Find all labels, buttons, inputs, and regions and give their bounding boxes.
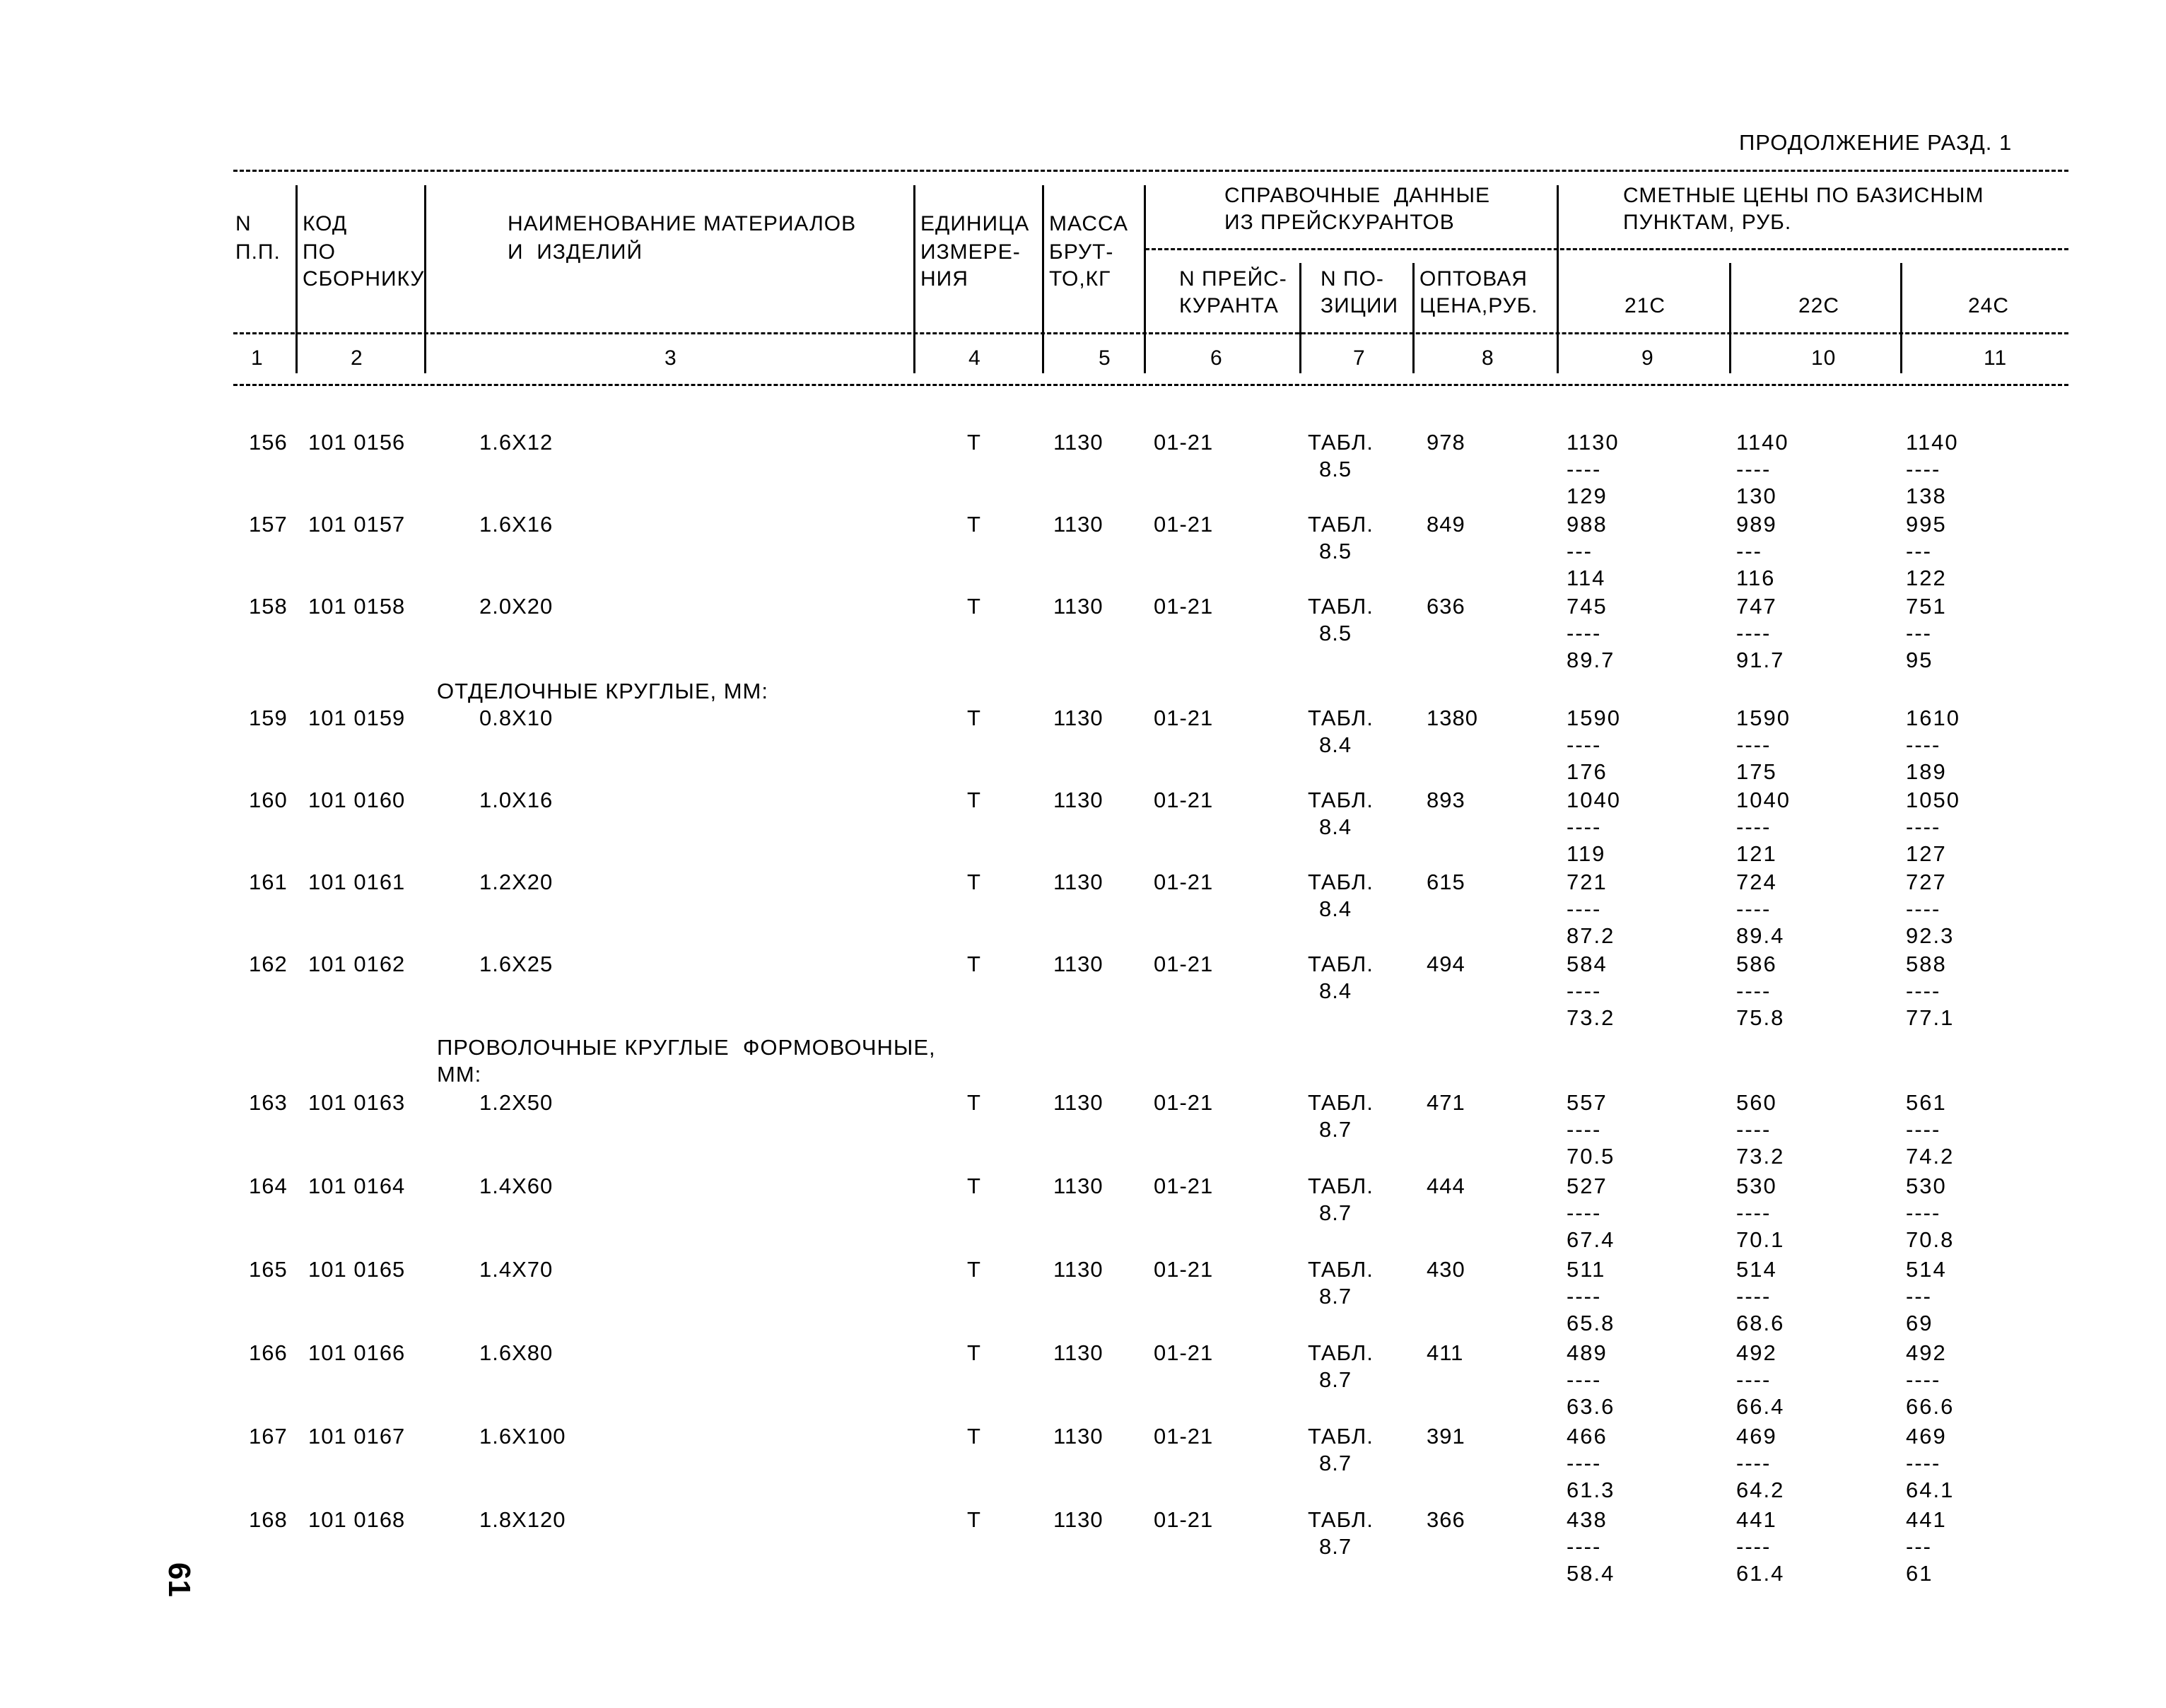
cell-price-c22: 989: [1736, 512, 1777, 537]
cell-unit: Т: [967, 594, 981, 619]
cell-code: 101 0156: [308, 430, 406, 455]
cell-transport-c24: 70.8: [1906, 1227, 1955, 1252]
numbers-bottom-rule: [233, 384, 2068, 386]
cell-price-c22: 747: [1736, 594, 1777, 619]
cell-price-c22: 492: [1736, 1340, 1777, 1365]
col-divider: [1412, 263, 1415, 373]
cell-price-c24: 1610: [1906, 706, 1960, 730]
cell-name: 1.6Х100: [479, 1424, 566, 1449]
header-price-group-line1: СМЕТНЫЕ ЦЕНЫ ПО БАЗИСНЫМ: [1623, 184, 1984, 207]
cell-name: 1.6Х25: [479, 952, 554, 976]
cell-mass: 1130: [1053, 952, 1104, 976]
header-c2-line3: СБОРНИКУ: [303, 267, 425, 291]
cell-price: 471: [1427, 1090, 1465, 1115]
cell-pos-line1: ТАБЛ.: [1308, 512, 1374, 537]
header-c4-line3: НИЯ: [920, 267, 968, 291]
cell-pos-line1: ТАБЛ.: [1308, 706, 1374, 730]
header-ref-group-line1: СПРАВОЧНЫЕ ДАННЫЕ: [1224, 184, 1491, 207]
section-heading: ММ:: [437, 1062, 482, 1087]
cell-pos-line2: 8.7: [1319, 1200, 1352, 1225]
header-c8-line2: ЦЕНА,РУБ.: [1419, 294, 1538, 317]
cell-transport-c24: 92.3: [1906, 923, 1955, 948]
colnum-10: 10: [1811, 346, 1837, 370]
cell-pos-line2: 8.7: [1319, 1534, 1352, 1559]
cell-n: 159: [249, 706, 288, 730]
fraction-bar: ----: [1567, 621, 1602, 645]
cell-price: 411: [1427, 1340, 1464, 1365]
fraction-bar: ----: [1567, 457, 1602, 481]
header-c1-line2: П.П.: [235, 240, 281, 264]
header-c6-line2: КУРАНТА: [1179, 294, 1279, 317]
cell-name: 1.0Х16: [479, 788, 554, 812]
colnum-9: 9: [1641, 346, 1654, 370]
cell-transport-c21: 63.6: [1567, 1394, 1615, 1419]
header-ref-group-line2: ИЗ ПРЕЙСКУРАНТОВ: [1224, 211, 1455, 234]
header-sub-rule: [1145, 248, 2068, 250]
colnum-7: 7: [1353, 346, 1366, 370]
header-c7-line2: ЗИЦИИ: [1321, 294, 1398, 317]
fraction-bar: ---: [1736, 539, 1762, 563]
cell-mass: 1130: [1053, 706, 1104, 730]
header-c3-line2: И ИЗДЕЛИЙ: [508, 240, 643, 264]
cell-pos-line2: 8.7: [1319, 1117, 1352, 1142]
cell-code: 101 0157: [308, 512, 406, 537]
cell-n: 156: [249, 430, 288, 455]
fraction-bar: ----: [1736, 1117, 1772, 1142]
cell-transport-c24: 66.6: [1906, 1394, 1955, 1419]
cell-transport-c21: 61.3: [1567, 1478, 1615, 1502]
cell-price-c22: 514: [1736, 1257, 1777, 1282]
cell-transport-c21: 114: [1567, 566, 1606, 590]
cell-transport-c24: 95: [1906, 648, 1933, 672]
cell-prk: 01-21: [1154, 594, 1214, 619]
header-c5-line2: БРУТ-: [1049, 240, 1114, 264]
cell-n: 158: [249, 594, 288, 619]
cell-pos-line2: 8.5: [1319, 539, 1352, 563]
fraction-bar: ----: [1567, 1284, 1602, 1309]
cell-price-c24: 1140: [1906, 430, 1959, 455]
colnum-5: 5: [1099, 346, 1111, 370]
cell-prk: 01-21: [1154, 430, 1214, 455]
fraction-bar: ---: [1906, 621, 1932, 645]
fraction-bar: ----: [1906, 732, 1941, 757]
cell-code: 101 0163: [308, 1090, 406, 1115]
cell-price-c21: 511: [1567, 1257, 1606, 1282]
section-heading: ПРОВОЛОЧНЫЕ КРУГЛЫЕ ФОРМОВОЧНЫЕ,: [437, 1035, 936, 1060]
cell-transport-c24: 127: [1906, 841, 1947, 866]
cell-unit: Т: [967, 1507, 981, 1532]
cell-price: 391: [1427, 1424, 1465, 1449]
cell-pos-line2: 8.4: [1319, 896, 1352, 921]
cell-pos-line2: 8.4: [1319, 978, 1352, 1003]
fraction-bar: ----: [1567, 1367, 1602, 1392]
col-divider: [1900, 263, 1902, 373]
cell-unit: Т: [967, 1090, 981, 1115]
fraction-bar: ----: [1906, 1200, 1941, 1225]
header-c2-line2: ПО: [303, 240, 336, 264]
cell-price-c24: 514: [1906, 1257, 1947, 1282]
cell-name: 1.2Х20: [479, 870, 554, 894]
cell-code: 101 0165: [308, 1257, 406, 1282]
cell-transport-c22: 68.6: [1736, 1311, 1785, 1335]
cell-price-c22: 530: [1736, 1174, 1777, 1198]
fraction-bar: ---: [1906, 1284, 1932, 1309]
fraction-bar: ----: [1567, 1451, 1602, 1475]
cell-prk: 01-21: [1154, 706, 1214, 730]
cell-price-c24: 751: [1906, 594, 1947, 619]
cell-transport-c24: 138: [1906, 484, 1947, 508]
cell-transport-c22: 116: [1736, 566, 1776, 590]
fraction-bar: ----: [1736, 1451, 1772, 1475]
cell-name: 1.6Х12: [479, 430, 554, 455]
cell-name: 0.8Х10: [479, 706, 554, 730]
cell-pos-line2: 8.5: [1319, 621, 1352, 645]
cell-prk: 01-21: [1154, 952, 1214, 976]
fraction-bar: ---: [1906, 539, 1932, 563]
cell-price: 494: [1427, 952, 1465, 976]
cell-unit: Т: [967, 1257, 981, 1282]
col-divider: [295, 185, 298, 373]
cell-price-c22: 586: [1736, 952, 1777, 976]
header-c7-line1: N ПО-: [1321, 267, 1384, 291]
cell-transport-c21: 119: [1567, 841, 1606, 866]
cell-price: 366: [1427, 1507, 1465, 1532]
cell-price-c21: 489: [1567, 1340, 1608, 1365]
cell-price-c21: 527: [1567, 1174, 1608, 1198]
header-c9: 21С: [1624, 294, 1666, 317]
cell-price-c24: 727: [1906, 870, 1947, 894]
page-number: 61: [162, 1562, 197, 1597]
colnum-6: 6: [1210, 346, 1223, 370]
cell-pos-line1: ТАБЛ.: [1308, 870, 1374, 894]
fraction-bar: ----: [1567, 1200, 1602, 1225]
cell-transport-c24: 122: [1906, 566, 1947, 590]
header-c6-line1: N ПРЕЙС-: [1179, 267, 1287, 291]
cell-pos-line1: ТАБЛ.: [1308, 1340, 1374, 1365]
cell-pos-line1: ТАБЛ.: [1308, 952, 1374, 976]
colnum-1: 1: [251, 346, 264, 370]
cell-price-c22: 441: [1736, 1507, 1777, 1532]
header-c8-line1: ОПТОВАЯ: [1419, 267, 1528, 291]
cell-price-c24: 588: [1906, 952, 1947, 976]
cell-code: 101 0162: [308, 952, 406, 976]
cell-name: 1.4Х70: [479, 1257, 554, 1282]
cell-transport-c21: 70.5: [1567, 1144, 1615, 1169]
cell-transport-c24: 77.1: [1906, 1005, 1955, 1030]
colnum-8: 8: [1482, 346, 1494, 370]
fraction-bar: ----: [1567, 1117, 1602, 1142]
top-rule: [233, 170, 2068, 172]
cell-name: 1.2Х50: [479, 1090, 554, 1115]
cell-price-c22: 469: [1736, 1424, 1777, 1449]
cell-unit: Т: [967, 512, 981, 537]
cell-transport-c22: 73.2: [1736, 1144, 1785, 1169]
colnum-4: 4: [968, 346, 981, 370]
cell-transport-c21: 65.8: [1567, 1311, 1615, 1335]
cell-n: 162: [249, 952, 288, 976]
col-divider: [1042, 185, 1044, 373]
cell-pos-line1: ТАБЛ.: [1308, 1507, 1374, 1532]
fraction-bar: ----: [1906, 1117, 1941, 1142]
cell-price: 636: [1427, 594, 1465, 619]
col-divider: [1144, 185, 1146, 373]
cell-pos-line2: 8.7: [1319, 1367, 1352, 1392]
cell-prk: 01-21: [1154, 512, 1214, 537]
cell-n: 165: [249, 1257, 288, 1282]
cell-transport-c24: 74.2: [1906, 1144, 1955, 1169]
fraction-bar: ----: [1736, 1367, 1772, 1392]
cell-mass: 1130: [1053, 1507, 1104, 1532]
cell-pos-line1: ТАБЛ.: [1308, 594, 1374, 619]
cell-transport-c21: 67.4: [1567, 1227, 1615, 1252]
cell-pos-line1: ТАБЛ.: [1308, 788, 1374, 812]
cell-mass: 1130: [1053, 430, 1104, 455]
header-c5-line1: МАССА: [1049, 212, 1129, 235]
continuation-caption: ПРОДОЛЖЕНИЕ РАЗД. 1: [1739, 130, 2013, 155]
cell-price-c24: 995: [1906, 512, 1947, 537]
cell-code: 101 0161: [308, 870, 406, 894]
fraction-bar: ----: [1567, 732, 1602, 757]
fraction-bar: ----: [1736, 457, 1772, 481]
cell-n: 160: [249, 788, 288, 812]
header-bottom-rule: [233, 332, 2068, 334]
cell-pos-line1: ТАБЛ.: [1308, 1090, 1374, 1115]
header-c1-line1: N: [235, 212, 252, 235]
cell-transport-c24: 64.1: [1906, 1478, 1955, 1502]
cell-transport-c22: 61.4: [1736, 1561, 1785, 1586]
fraction-bar: ----: [1567, 1534, 1602, 1559]
cell-price-c22: 1040: [1736, 788, 1791, 812]
cell-n: 164: [249, 1174, 288, 1198]
cell-mass: 1130: [1053, 1174, 1104, 1198]
cell-code: 101 0158: [308, 594, 406, 619]
col-divider: [1557, 185, 1559, 373]
cell-price-c21: 1040: [1567, 788, 1621, 812]
header-c3-line1: НАИМЕНОВАНИЕ МАТЕРИАЛОВ: [508, 212, 857, 235]
fraction-bar: ---: [1567, 539, 1593, 563]
fraction-bar: ----: [1736, 1200, 1772, 1225]
cell-pos-line1: ТАБЛ.: [1308, 430, 1374, 455]
cell-mass: 1130: [1053, 594, 1104, 619]
cell-price-c21: 988: [1567, 512, 1608, 537]
fraction-bar: ----: [1736, 978, 1772, 1003]
cell-n: 166: [249, 1340, 288, 1365]
cell-price-c22: 724: [1736, 870, 1777, 894]
cell-mass: 1130: [1053, 1424, 1104, 1449]
cell-prk: 01-21: [1154, 1340, 1214, 1365]
cell-price: 430: [1427, 1257, 1465, 1282]
header-c4-line2: ИЗМЕРЕ-: [920, 240, 1021, 264]
cell-price-c21: 721: [1567, 870, 1608, 894]
cell-mass: 1130: [1053, 788, 1104, 812]
cell-transport-c22: 70.1: [1736, 1227, 1785, 1252]
cell-price-c21: 557: [1567, 1090, 1608, 1115]
cell-unit: Т: [967, 870, 981, 894]
cell-transport-c21: 129: [1567, 484, 1608, 508]
cell-unit: Т: [967, 1340, 981, 1365]
cell-price-c22: 1590: [1736, 706, 1791, 730]
cell-code: 101 0168: [308, 1507, 406, 1532]
cell-name: 1.8Х120: [479, 1507, 566, 1532]
cell-code: 101 0160: [308, 788, 406, 812]
cell-transport-c24: 61: [1906, 1561, 1933, 1586]
cell-mass: 1130: [1053, 870, 1104, 894]
fraction-bar: ----: [1906, 1367, 1941, 1392]
cell-name: 2.0Х20: [479, 594, 554, 619]
cell-n: 161: [249, 870, 288, 894]
cell-transport-c24: 69: [1906, 1311, 1933, 1335]
cell-unit: Т: [967, 1424, 981, 1449]
cell-prk: 01-21: [1154, 1257, 1214, 1282]
cell-price-c21: 745: [1567, 594, 1608, 619]
fraction-bar: ----: [1736, 896, 1772, 921]
cell-price-c21: 584: [1567, 952, 1608, 976]
cell-n: 167: [249, 1424, 288, 1449]
cell-price: 444: [1427, 1174, 1465, 1198]
cell-unit: Т: [967, 1174, 981, 1198]
cell-price: 615: [1427, 870, 1465, 894]
cell-price-c24: 561: [1906, 1090, 1947, 1115]
cell-n: 163: [249, 1090, 288, 1115]
cell-prk: 01-21: [1154, 788, 1214, 812]
cell-name: 1.6Х16: [479, 512, 554, 537]
col-divider: [1729, 263, 1731, 373]
cell-price-c24: 492: [1906, 1340, 1947, 1365]
cell-price-c21: 1590: [1567, 706, 1621, 730]
fraction-bar: ----: [1906, 896, 1941, 921]
cell-prk: 01-21: [1154, 1090, 1214, 1115]
cell-unit: Т: [967, 788, 981, 812]
cell-pos-line2: 8.5: [1319, 457, 1352, 481]
cell-pos-line1: ТАБЛ.: [1308, 1174, 1374, 1198]
cell-transport-c21: 89.7: [1567, 648, 1615, 672]
cell-pos-line2: 8.4: [1319, 732, 1352, 757]
cell-price-c24: 1050: [1906, 788, 1960, 812]
colnum-3: 3: [665, 346, 677, 370]
fraction-bar: ----: [1736, 1284, 1772, 1309]
cell-pos-line1: ТАБЛ.: [1308, 1257, 1374, 1282]
header-price-group-line2: ПУНКТАМ, РУБ.: [1623, 211, 1792, 234]
cell-price-c22: 1140: [1736, 430, 1789, 455]
fraction-bar: ---: [1906, 1534, 1932, 1559]
fraction-bar: ----: [1736, 814, 1772, 839]
header-c4-line1: ЕДИНИЦА: [920, 212, 1030, 235]
cell-price-c21: 1130: [1567, 430, 1620, 455]
cell-name: 1.4Х60: [479, 1174, 554, 1198]
col-divider: [913, 185, 915, 373]
cell-transport-c22: 89.4: [1736, 923, 1785, 948]
col-divider: [1299, 263, 1301, 373]
fraction-bar: ----: [1736, 1534, 1772, 1559]
cell-code: 101 0159: [308, 706, 406, 730]
cell-price: 978: [1427, 430, 1465, 455]
cell-code: 101 0167: [308, 1424, 406, 1449]
cell-transport-c22: 66.4: [1736, 1394, 1785, 1419]
cell-price-c22: 560: [1736, 1090, 1777, 1115]
cell-pos-line2: 8.4: [1319, 814, 1352, 839]
cell-transport-c21: 73.2: [1567, 1005, 1615, 1030]
colnum-2: 2: [351, 346, 363, 370]
cell-mass: 1130: [1053, 1257, 1104, 1282]
cell-price: 1380: [1427, 706, 1478, 730]
fraction-bar: ----: [1906, 978, 1941, 1003]
cell-transport-c22: 75.8: [1736, 1005, 1785, 1030]
fraction-bar: ----: [1567, 896, 1602, 921]
cell-pos-line1: ТАБЛ.: [1308, 1424, 1374, 1449]
cell-price-c21: 466: [1567, 1424, 1608, 1449]
fraction-bar: ----: [1736, 621, 1772, 645]
fraction-bar: ----: [1906, 1451, 1941, 1475]
colnum-11: 11: [1984, 346, 2008, 370]
fraction-bar: ----: [1567, 978, 1602, 1003]
cell-n: 168: [249, 1507, 288, 1532]
cell-transport-c21: 58.4: [1567, 1561, 1615, 1586]
cell-transport-c22: 91.7: [1736, 648, 1785, 672]
cell-prk: 01-21: [1154, 1424, 1214, 1449]
cell-n: 157: [249, 512, 288, 537]
fraction-bar: ----: [1906, 457, 1941, 481]
cell-unit: Т: [967, 706, 981, 730]
cell-prk: 01-21: [1154, 1507, 1214, 1532]
header-c10: 22С: [1798, 294, 1840, 317]
header-c11: 24С: [1968, 294, 2010, 317]
cell-unit: Т: [967, 430, 981, 455]
cell-price-c24: 469: [1906, 1424, 1947, 1449]
cell-mass: 1130: [1053, 512, 1104, 537]
cell-price-c24: 530: [1906, 1174, 1947, 1198]
cell-unit: Т: [967, 952, 981, 976]
cell-mass: 1130: [1053, 1340, 1104, 1365]
fraction-bar: ----: [1736, 732, 1772, 757]
cell-price: 849: [1427, 512, 1465, 537]
cell-code: 101 0166: [308, 1340, 406, 1365]
cell-transport-c22: 130: [1736, 484, 1777, 508]
cell-code: 101 0164: [308, 1174, 406, 1198]
cell-name: 1.6Х80: [479, 1340, 554, 1365]
cell-transport-c21: 87.2: [1567, 923, 1615, 948]
cell-price-c24: 441: [1906, 1507, 1947, 1532]
fraction-bar: ----: [1567, 814, 1602, 839]
cell-prk: 01-21: [1154, 870, 1214, 894]
cell-prk: 01-21: [1154, 1174, 1214, 1198]
cell-transport-c22: 175: [1736, 759, 1777, 784]
header-c5-line3: ТО,КГ: [1049, 267, 1111, 291]
cell-transport-c24: 189: [1906, 759, 1947, 784]
cell-price-c21: 438: [1567, 1507, 1608, 1532]
section-heading: ОТДЕЛОЧНЫЕ КРУГЛЫЕ, ММ:: [437, 679, 768, 703]
cell-transport-c22: 64.2: [1736, 1478, 1785, 1502]
cell-transport-c22: 121: [1736, 841, 1777, 866]
fraction-bar: ----: [1906, 814, 1941, 839]
cell-transport-c21: 176: [1567, 759, 1608, 784]
header-c2-line1: КОД: [303, 212, 348, 235]
cell-mass: 1130: [1053, 1090, 1104, 1115]
cell-pos-line2: 8.7: [1319, 1284, 1352, 1309]
cell-price: 893: [1427, 788, 1465, 812]
cell-pos-line2: 8.7: [1319, 1451, 1352, 1475]
